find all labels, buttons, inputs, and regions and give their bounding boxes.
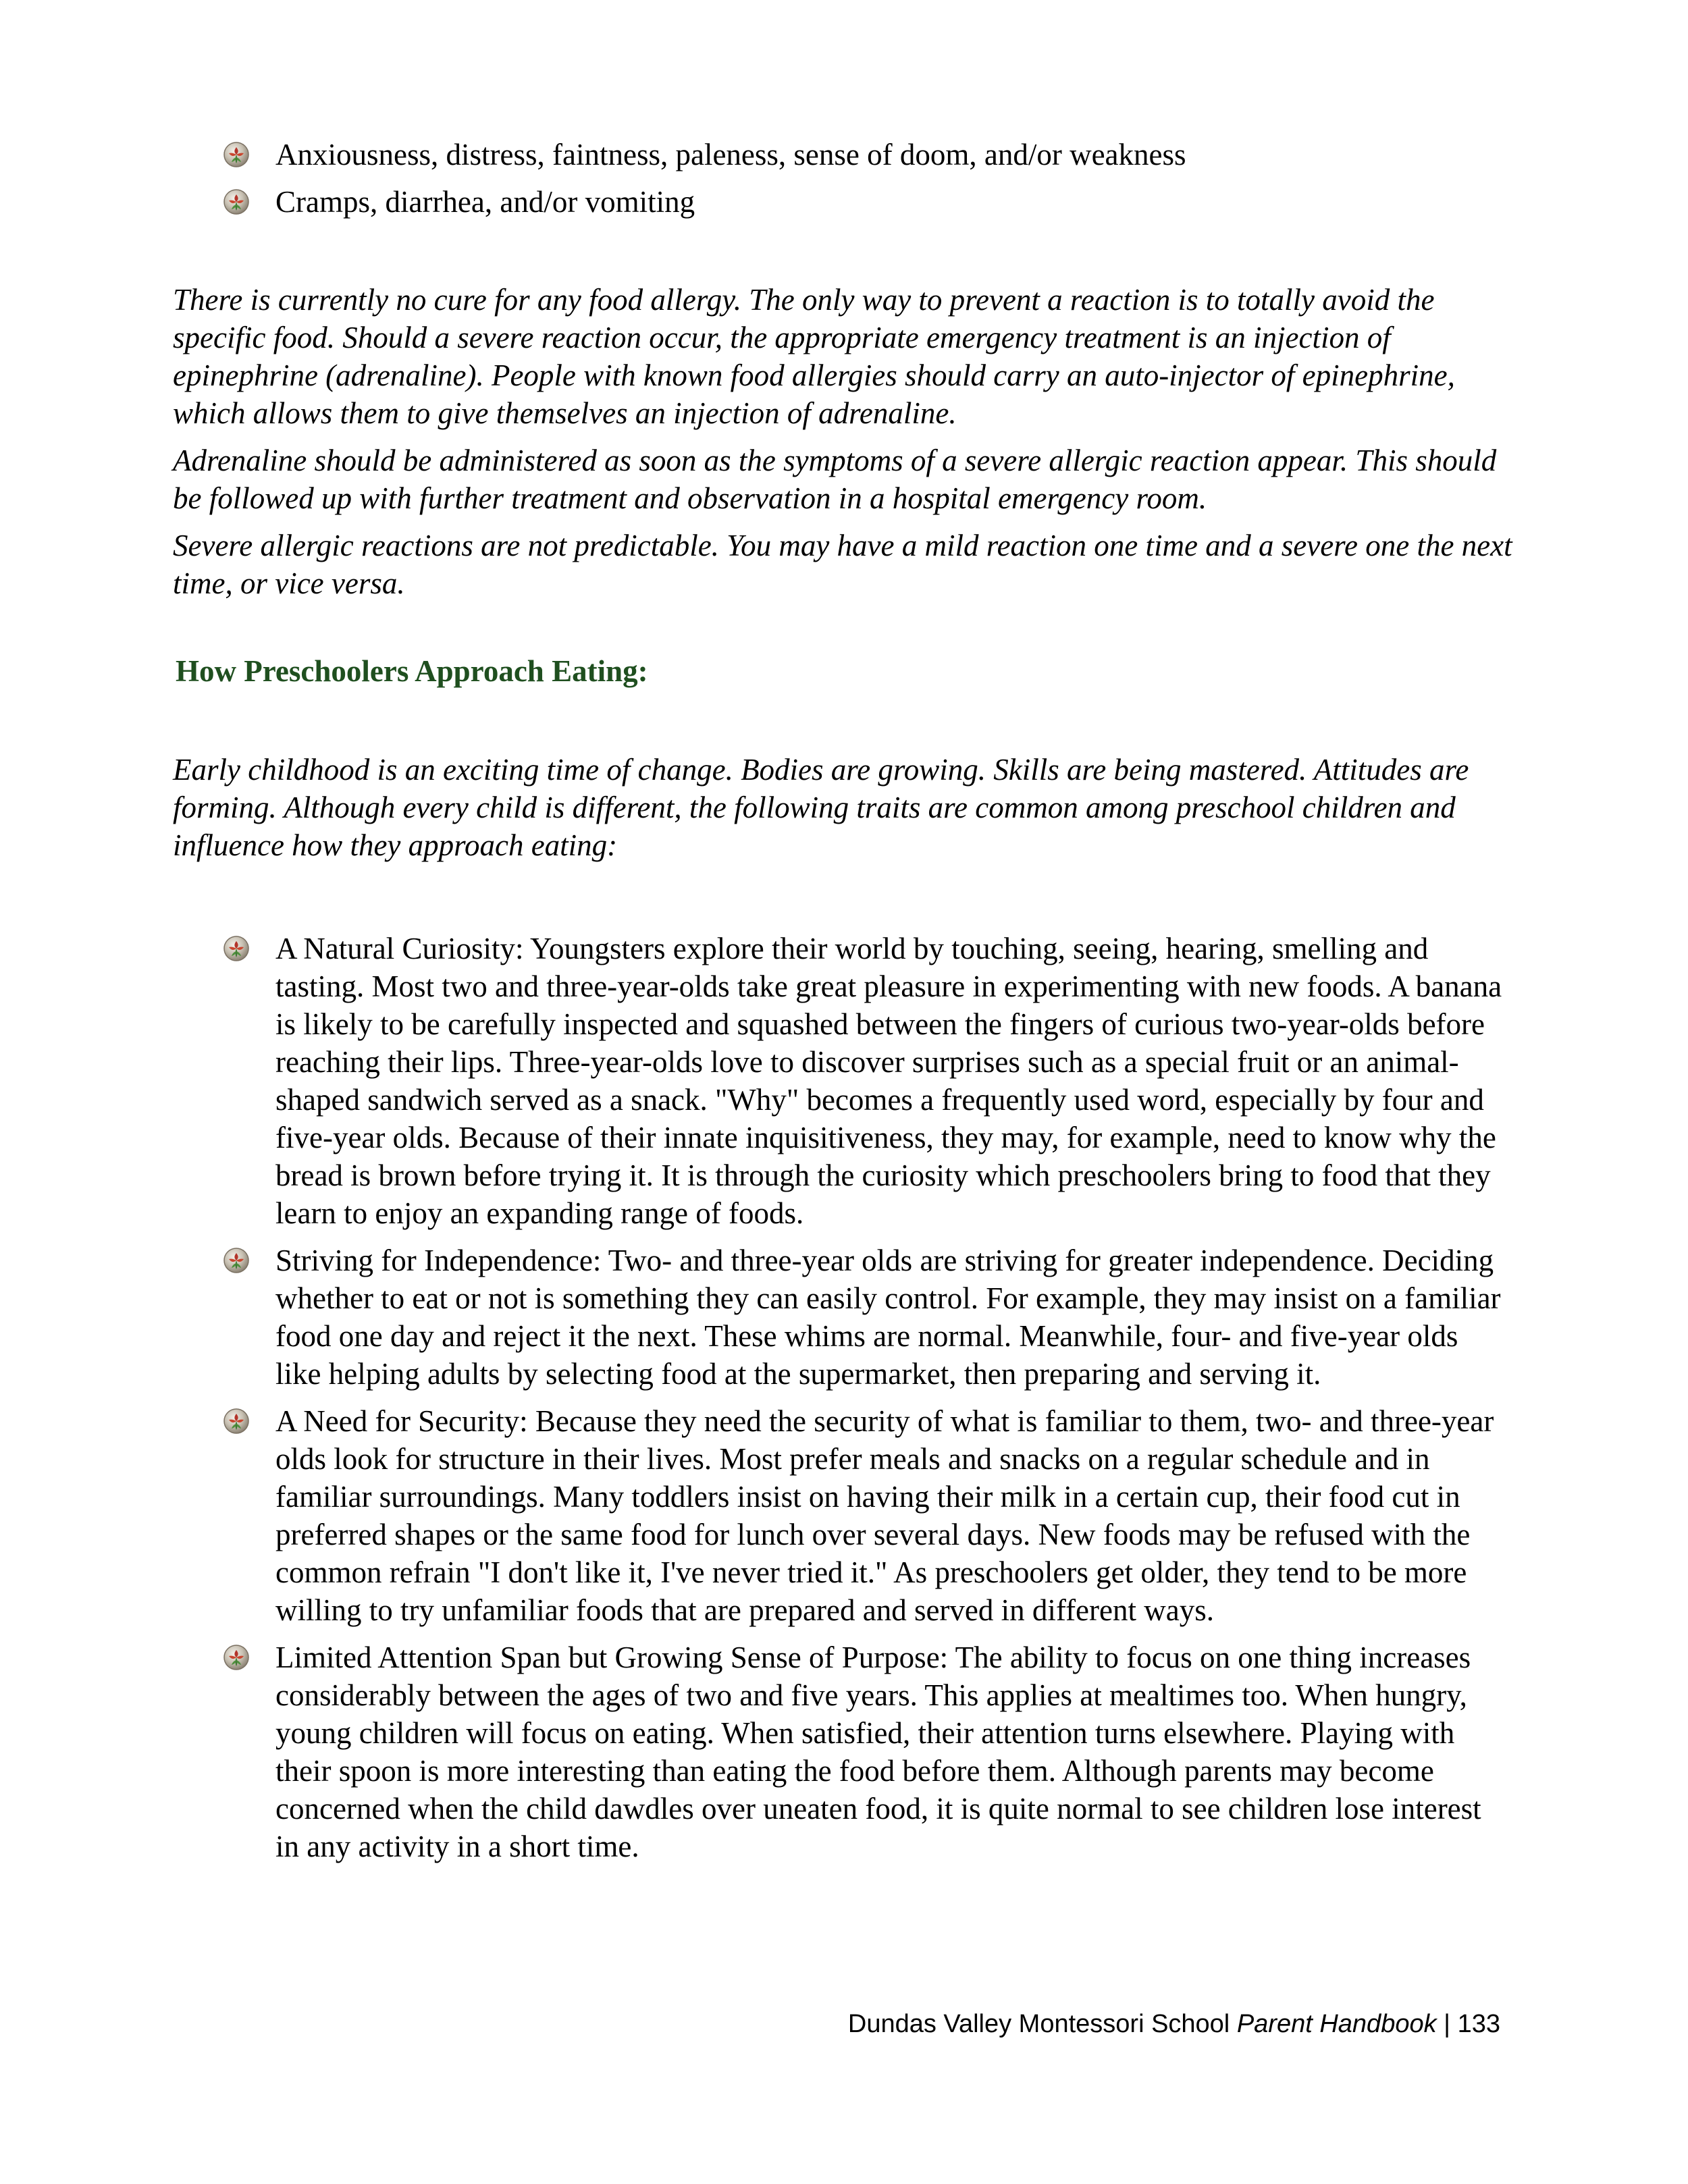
- round-flower-bullet-icon: [223, 141, 250, 168]
- list-item-text: Anxiousness, distress, faintness, paleness, sense of doom, and/or weakness: [275, 138, 1186, 171]
- list-item: [223, 930, 1506, 1232]
- intro-paragraph: Early childhood is an exciting time of change. Bodies are growing. Skills are being mastered. Attitudes are forming. Although every child is different, the following traits are common among preschool children and influence how they approach eating:: [173, 753, 1469, 862]
- round-flower-bullet-icon: [223, 188, 250, 215]
- round-flower-bullet-icon: [223, 1644, 250, 1671]
- symptom-list: [223, 136, 1506, 221]
- round-flower-bullet-icon: [223, 1247, 250, 1274]
- list-item: [223, 136, 1506, 174]
- list-item: [223, 1242, 1506, 1393]
- section-heading: How Preschoolers Approach Eating:: [176, 654, 648, 688]
- allergy-paragraph: There is currently no cure for any food allergy. The only way to prevent a reaction is to totally avoid the specific food. Should a severe reaction occur, the appropriate emergency treatment is an injection of epinephrine (adrenaline). People with known food allergies should carry an auto-injector of epinephrine, which allows them to give themselves an injection of adrenaline.: [173, 283, 1455, 430]
- trait-text: A Natural Curiosity: Youngsters explore their world by touching, seeing, hearing, smelling and tasting. Most two and three-year-olds take great pleasure in experimenting with new foods. A banana is likely to be carefully inspected and squashed between the fingers of curious two-year-olds before reaching their lips. Three-year-olds love to discover surprises such as a special fruit or an animal- shaped sandwich served as a snack. "Why" becomes a frequently used word, especially by four and five-year olds. Because of their innate inquisitiveness, they may, for example, need to know why the bread is brown before trying it. It is through the curiosity which preschoolers bring to food that they learn to enjoy an expanding range of foods.: [275, 932, 1502, 1230]
- list-item: [223, 183, 1506, 221]
- intro-block: [173, 751, 1516, 874]
- allergy-paragraph: Severe allergic reactions are not predictable. You may have a mild reaction one time and a severe one the next time, or vice versa.: [173, 529, 1512, 600]
- trait-text: Striving for Independence: Two- and three-year olds are striving for greater independence. Deciding whether to eat or not is something they can easily control. For example, they may insist on a familiar food one day and reject it the next. These whims are normal. Meanwhile, four- and five-year olds like helping adults by selecting food at the supermarket, then preparing and serving it.: [275, 1244, 1501, 1391]
- round-flower-bullet-icon: [223, 935, 250, 962]
- page-number: 133: [1457, 2010, 1500, 2038]
- footer-school: Dundas Valley Montessori School: [847, 2010, 1230, 2038]
- traits-list: [223, 930, 1506, 1865]
- list-item: [223, 1639, 1506, 1865]
- page-footer: [675, 2008, 1500, 2040]
- trait-text: A Need for Security: Because they need the security of what is familiar to them, two- and three-year olds look for structure in their lives. Most prefer meals and snacks on a regular schedule and in familiar surroundings. Many toddlers insist on having their milk in a certain cup, their food cut in preferred shapes or the same food for lunch over several days. New foods may be refused with the common refrain "I don't like it, I've never tried it." As preschoolers get older, they tend to be more willing to try unfamiliar foods that are prepared and served in different ways.: [275, 1404, 1494, 1627]
- list-item-text: Cramps, diarrhea, and/or vomiting: [275, 185, 695, 219]
- list-item: [223, 1402, 1506, 1629]
- allergy-info: [173, 281, 1516, 612]
- footer-separator: |: [1444, 2010, 1451, 2038]
- footer-handbook: Parent Handbook: [1236, 2010, 1437, 2038]
- round-flower-bullet-icon: [223, 1408, 250, 1435]
- allergy-paragraph: Adrenaline should be administered as soon as the symptoms of a severe allergic reaction appear. This should be followed up with further treatment and observation in a hospital emergency room.: [173, 444, 1497, 515]
- trait-text: Limited Attention Span but Growing Sense of Purpose: The ability to focus on one thing increases considerably between the ages of two and five years. This applies at mealtimes too. When hungry, young children will focus on eating. When satisfied, their attention turns elsewhere. Playing with their spoon is more interesting than eating the food before them. Although parents may become concerned when the child dawdles over uneaten food, it is quite normal to see children lose interest in any activity in a short time.: [275, 1641, 1481, 1863]
